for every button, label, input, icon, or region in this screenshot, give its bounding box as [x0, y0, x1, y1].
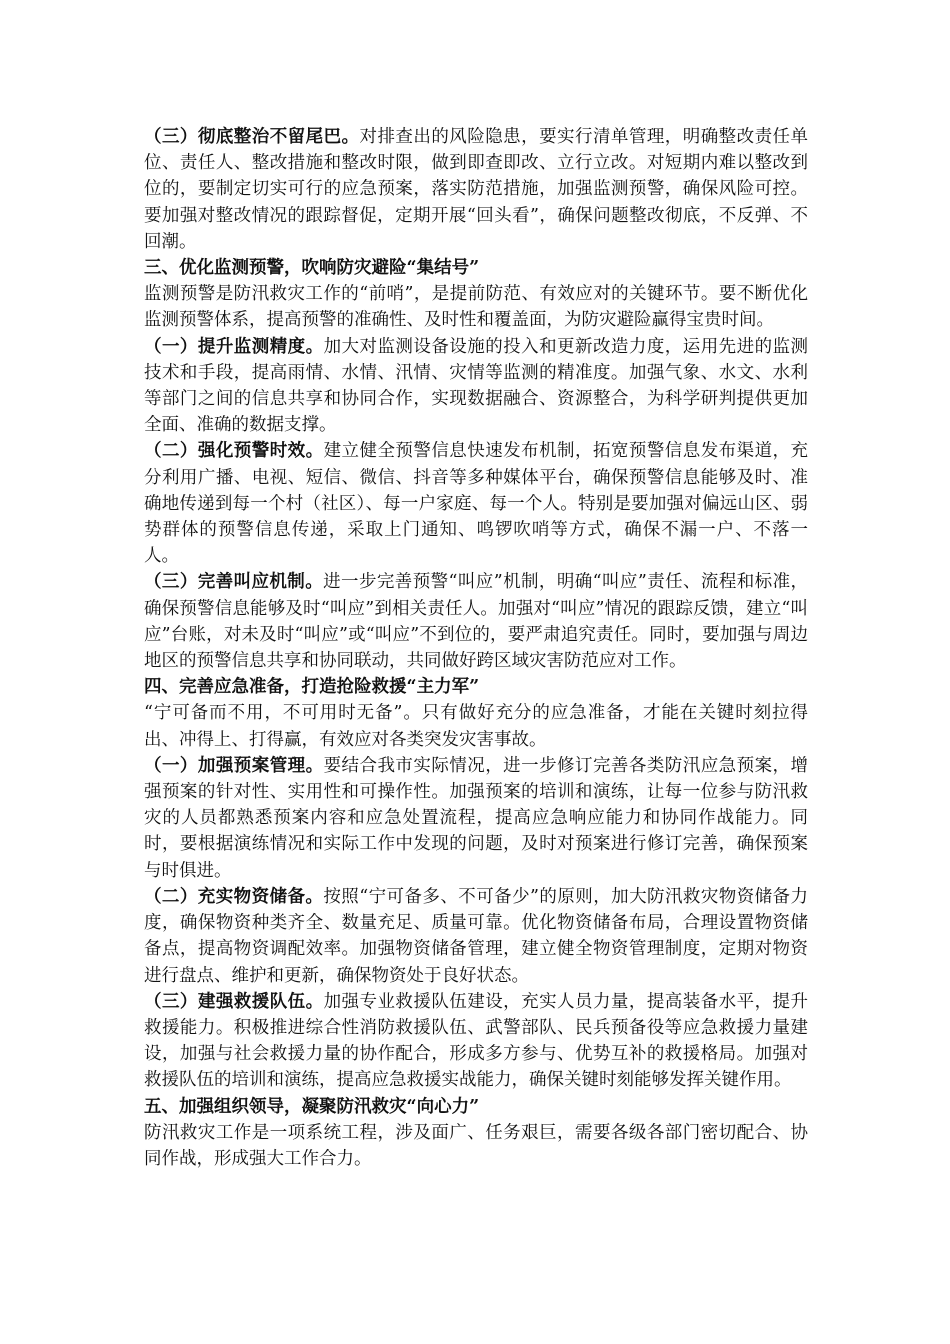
paragraph-monitoring-intro [144, 281, 808, 333]
paragraph-response-mechanism [144, 569, 808, 674]
paragraph-text: 防汛救灾工作是一项系统工程，涉及面广、任务艰巨，需要各级各部门密切配合、协同作战，形成强大工作合力。 [144, 1122, 808, 1169]
section-heading-3: 三、优化监测预警，吹响防灾避险“集结号” [144, 258, 480, 279]
paragraph-lead: （一）加强预案管理。 [144, 755, 324, 776]
section-heading-4: 四、完善应急准备，打造抢险救援“主力军” [144, 677, 480, 698]
paragraph-warning-timeliness [144, 438, 808, 569]
paragraph-text: 按照“宁可备多、不可备少”的原则，加大防汛救灾物资储备力度，确保物资种类齐全、数量充足、质量可靠。优化物资储备布局，合理设置物资储备点，提高物资调配效率。加强物资储备管理，建立健全物资管理制度，定期对物资进行盘点、维护和更新，确保物资处于良好状态。 [144, 886, 808, 986]
section-heading-5: 五、加强组织领导，凝聚防汛救灾“向心力” [144, 1096, 480, 1117]
paragraph-text: 监测预警是防汛救灾工作的“前哨”，是提前防范、有效应对的关键环节。要不断优化监测预警体系，提高预警的准确性、及时性和覆盖面，为防灾避险赢得宝贵时间。 [144, 284, 808, 331]
paragraph-text: 建立健全预警信息快速发布机制，拓宽预警信息发布渠道，充分利用广播、电视、短信、微信、抖音等多种媒体平台，确保预警信息能够及时、准确地传递到每一个村（社区）、每一户家庭、每一个人。特别是要加强对偏远山区、弱势群体的预警信息传递，采取上门通知、鸣锣吹哨等方式，确保不漏一户、不落一人。 [144, 441, 809, 567]
paragraph-lead: （三）完善叫应机制。 [144, 572, 324, 593]
paragraph-text: 对排查出的风险隐患，要实行清单管理，明确整改责任单位、责任人、整改措施和整改时限，做到即查即改、立行立改。对短期内难以整改到位的，要制定切实可行的应急预案，落实防范措施，加强监测预警，确保风险可控。要加强对整改情况的跟踪督促，定期开展“回头看”，确保问题整改彻底，不反弹、不回潮。 [144, 127, 808, 252]
document-page [144, 124, 808, 1172]
paragraph-monitoring-precision [144, 334, 808, 439]
paragraph-rectify [144, 124, 808, 255]
paragraph-lead: （三）彻底整治不留尾巴。 [144, 127, 360, 147]
paragraph-rescue-teams [144, 989, 808, 1094]
paragraph-text: 加大对监测设备设施的投入和更新改造力度，运用先进的监测技术和手段，提高雨情、水情、汛情、灾情等监测的精准度。加强气象、水文、水利等部门之间的信息共享和协同合作，实现数据融合、资源整合，为科学研判提供更加全面、准确的数据支撑。 [144, 336, 809, 436]
paragraph-lead: （一）提升监测精度。 [144, 336, 324, 357]
paragraph-text: 进一步完善预警“叫应”机制，明确“叫应”责任、流程和标准，确保预警信息能够及时“叫应”到相关责任人。加强对“叫应”情况的跟踪反馈，建立“叫应”台账，对未及时“叫应”或“叫应”不到位的，要严肃追究责任。同时，要加强与周边地区的预警信息共享和协同联动，共同做好跨区域灾害防范应对工作。 [144, 572, 808, 672]
paragraph-text: 加强专业救援队伍建设，充实人员力量，提高装备水平，提升救援能力。积极推进综合性消防救援队伍、武警部队、民兵预备役等应急救援力量建设，加强与社会救援力量的协作配合，形成多方参与、优势互补的救援格局。加强对救援队伍的培训和演练，提高应急救援实战能力，确保关键时刻能够发挥关键作用。 [144, 991, 809, 1091]
paragraph-text: “宁可备而不用，不可用时无备”。只有做好充分的应急准备，才能在关键时刻拉得出、冲得上、打得赢，有效应对各类突发灾害事故。 [144, 703, 808, 750]
paragraph-text: 要结合我市实际情况，进一步修订完善各类防汛应急预案，增强预案的针对性、实用性和可操作性。加强预案的培训和演练，让每一位参与防汛救灾的人员都熟悉预案内容和应急处置流程，提高应急响应能力和协同作战能力。同时，要根据演练情况和实际工作中发现的问题，及时对预案进行修订完善，确保预案与时俱进。 [144, 755, 809, 881]
paragraph-lead: （三）建强救援队伍。 [144, 991, 324, 1012]
paragraph-material-reserve [144, 884, 808, 989]
paragraph-lead: （二）充实物资储备。 [144, 886, 324, 907]
paragraph-plan-management [144, 753, 808, 884]
paragraph-leadership-intro [144, 1120, 808, 1172]
paragraph-emergency-intro [144, 700, 808, 752]
paragraph-lead: （二）强化预警时效。 [144, 441, 324, 462]
